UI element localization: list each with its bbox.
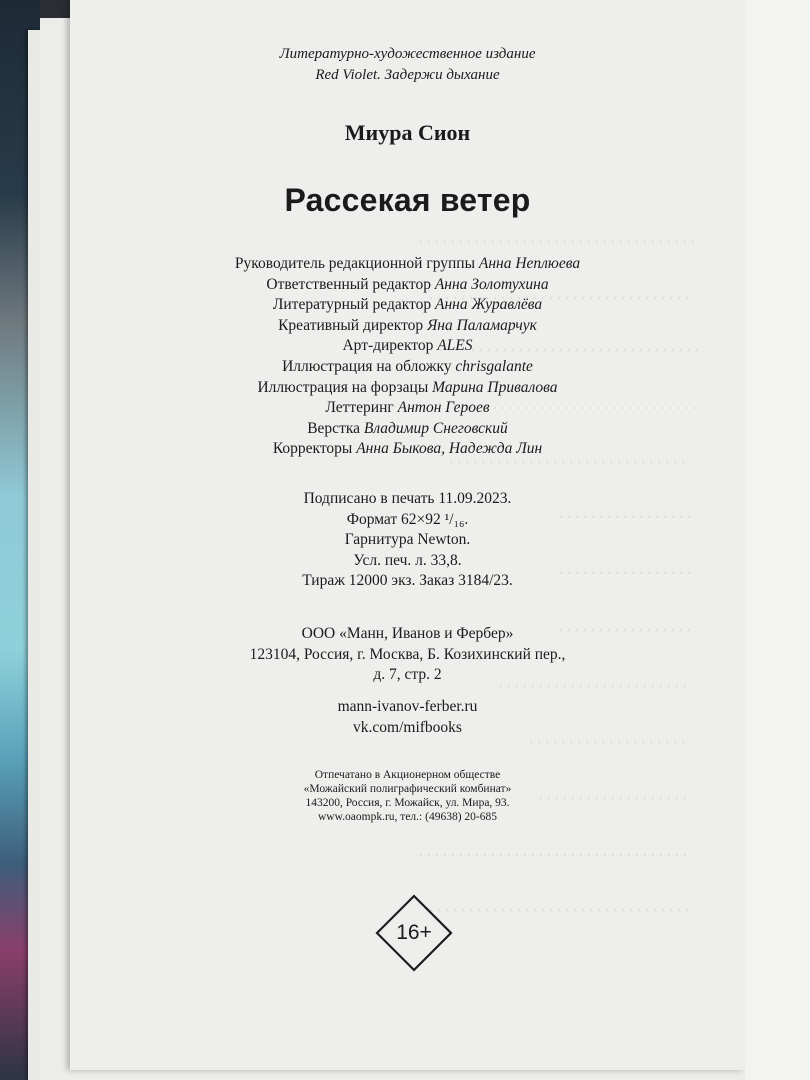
credit-line: Иллюстрация на форзацы Марина Привалова	[257, 378, 558, 396]
credit-line: Креативный директор Яна Паламарчук	[278, 316, 537, 334]
print-line: Тираж 12000 экз. Заказ 3184/23.	[302, 572, 513, 590]
printer-info	[70, 768, 745, 824]
social-link: vk.com/mifbooks	[353, 719, 462, 736]
credit-line: Арт-директор ALES	[342, 337, 473, 355]
series-info	[70, 44, 745, 86]
publisher-info	[70, 624, 745, 686]
credit-line: Литературный редактор Анна Журавлёва	[272, 296, 543, 314]
printer-line: Отпечатано в Акционерном обществе	[314, 769, 501, 781]
credit-line: Леттеринг Антон Героев	[325, 399, 490, 417]
printer-line: www.oaompk.ru, тел.: (49638) 20-685	[318, 811, 497, 823]
print-line: Формат 62×92 ¹/₁₆.	[346, 510, 469, 528]
web-links	[70, 696, 745, 738]
publisher-line: 123104, Россия, г. Москва, Б. Козихинский пер.,	[249, 645, 566, 663]
author-name: Миура Сион	[344, 120, 471, 145]
credit-line: Руководитель редакционной группы Анна Неплюева	[234, 255, 581, 272]
credit-line: Корректоры Анна Быкова, Надежда Лин	[272, 440, 543, 458]
credit-line: Ответственный редактор Анна Золотухина	[266, 275, 549, 293]
printer-line: «Можайский полиграфический комбинат»	[303, 783, 512, 795]
print-info	[70, 489, 745, 592]
series-name: Red Violet. Задержи дыхание	[315, 67, 500, 83]
website-link: mann-ivanov-ferber.ru	[337, 698, 478, 715]
publisher-line: д. 7, стр. 2	[373, 666, 442, 684]
publisher-line: ООО «Манн, Иванов и Фербер»	[301, 625, 514, 642]
credit-line: Верстка Владимир Снеговский	[307, 419, 508, 437]
printer-line: 143200, Россия, г. Можайск, ул. Мира, 93.	[305, 797, 510, 809]
print-line: Подписано в печать 11.09.2023.	[303, 490, 512, 507]
credit-line: Иллюстрация на обложку chrisgalante	[282, 357, 533, 375]
credits-list	[70, 254, 745, 460]
age-rating-label: 16+	[396, 921, 432, 944]
print-line: Гарнитура Newton.	[344, 531, 471, 549]
book-title: Рассекая ветер	[284, 182, 531, 218]
print-line: Усл. печ. л. 33,8.	[353, 551, 462, 569]
edition-type: Литературно-художественное издание	[279, 46, 536, 62]
